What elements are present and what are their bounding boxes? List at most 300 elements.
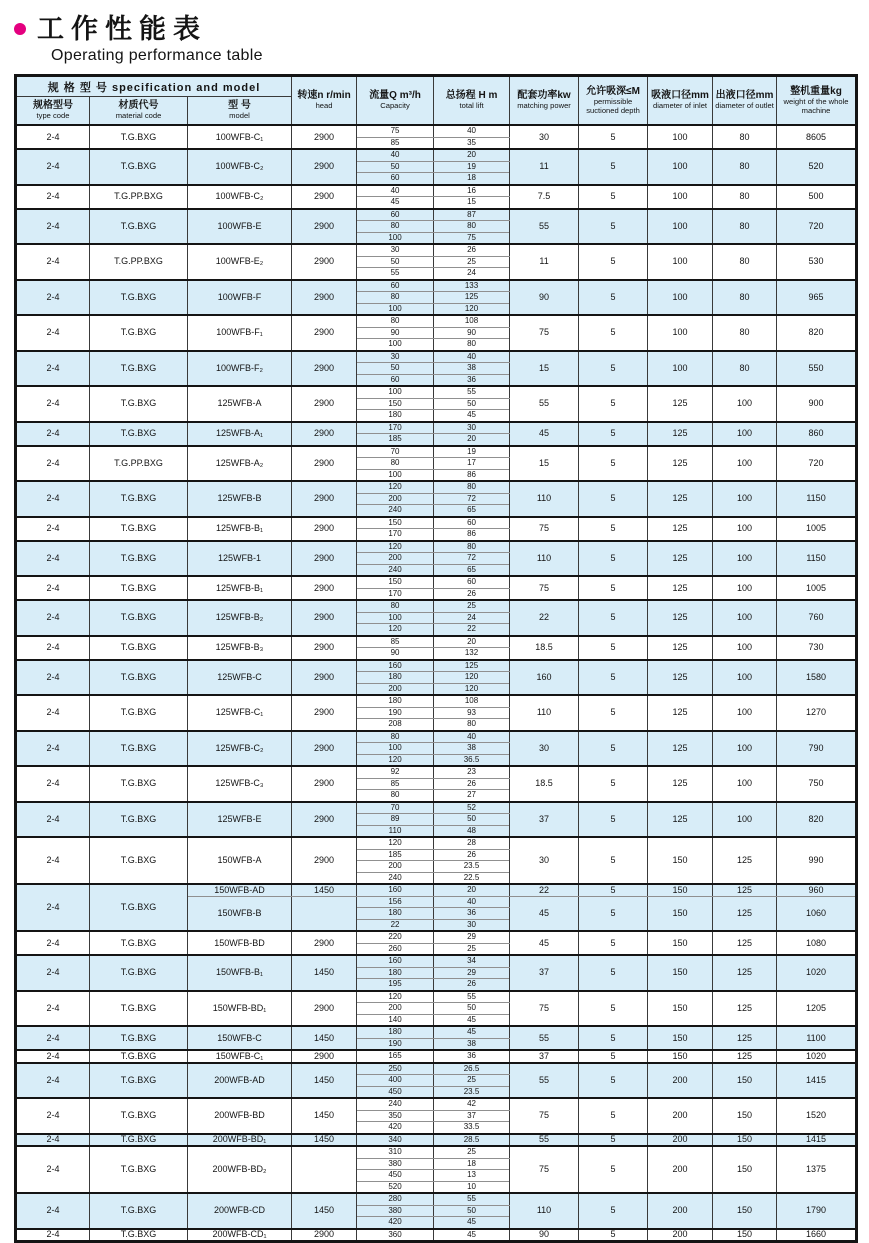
cell-capacity: 60: [357, 280, 434, 292]
cell-capacity: 89: [357, 814, 434, 826]
page-subtitle: Operating performance table: [51, 47, 263, 64]
cell-lift: 45: [434, 1014, 510, 1026]
cell-lift: 38: [434, 363, 510, 375]
cell-capacity: 160: [357, 955, 434, 967]
cell-type-code: 2-4: [16, 1193, 90, 1229]
cell-capacity: 180: [357, 672, 434, 684]
cell-inlet: 150: [648, 991, 713, 1027]
cell-speed: 2900: [292, 185, 357, 209]
cell-weight: 990: [777, 837, 857, 884]
cell-lift: 13: [434, 1170, 510, 1182]
cell-power: 160: [510, 660, 579, 696]
table-row: [16, 351, 857, 363]
cell-lift: 20: [434, 884, 510, 896]
cell-lift: 133: [434, 280, 510, 292]
cell-capacity: 100: [357, 232, 434, 244]
cell-depth: 5: [579, 1229, 648, 1242]
cell-lift: 20: [434, 434, 510, 446]
header-model: 型 号 model: [188, 97, 292, 126]
cell-capacity: 185: [357, 434, 434, 446]
cell-outlet: 80: [713, 280, 777, 316]
cell-outlet: 125: [713, 884, 777, 896]
cell-capacity: 80: [357, 600, 434, 612]
cell-model: 150WFB-BD: [188, 931, 292, 955]
cell-lift: 28: [434, 837, 510, 849]
cell-capacity: 85: [357, 137, 434, 149]
cell-type-code: 2-4: [16, 1146, 90, 1193]
cell-lift: 19: [434, 446, 510, 458]
cell-depth: 5: [579, 541, 648, 577]
cell-weight: 720: [777, 446, 857, 482]
cell-lift: 23.5: [434, 1086, 510, 1098]
bullet-icon: [14, 23, 26, 35]
cell-lift: 24: [434, 612, 510, 624]
cell-speed: 1450: [292, 1134, 357, 1147]
cell-lift: 50: [434, 1205, 510, 1217]
table-row: [16, 955, 857, 967]
cell-material-code: T.G.BXG: [90, 209, 188, 245]
cell-material-code: T.G.BXG: [90, 766, 188, 802]
header-inlet: 吸液口径mm diameter of inlet: [648, 76, 713, 126]
cell-type-code: 2-4: [16, 884, 90, 931]
cell-capacity: 60: [357, 173, 434, 185]
cell-outlet: 125: [713, 931, 777, 955]
cell-model: 150WFB-B₁: [188, 955, 292, 991]
cell-speed: 2900: [292, 149, 357, 185]
cell-outlet: 100: [713, 636, 777, 660]
cell-lift: 65: [434, 505, 510, 517]
table-row: [16, 280, 857, 292]
cell-capacity: 80: [357, 292, 434, 304]
cell-power: 110: [510, 695, 579, 731]
cell-material-code: T.G.BXG: [90, 386, 188, 422]
cell-type-code: 2-4: [16, 766, 90, 802]
cell-lift: 55: [434, 1193, 510, 1205]
cell-power: 22: [510, 600, 579, 636]
header-power: 配套功率kw matching power: [510, 76, 579, 126]
cell-lift: 25: [434, 256, 510, 268]
cell-depth: 5: [579, 209, 648, 245]
cell-model: 125WFB-B₃: [188, 636, 292, 660]
cell-lift: 40: [434, 351, 510, 363]
cell-model: 150WFB-C: [188, 1026, 292, 1050]
table-row: [16, 209, 857, 221]
cell-inlet: 150: [648, 896, 713, 931]
cell-type-code: 2-4: [16, 931, 90, 955]
cell-type-code: 2-4: [16, 280, 90, 316]
cell-type-code: 2-4: [16, 660, 90, 696]
cell-power: 75: [510, 1098, 579, 1134]
cell-inlet: 125: [648, 481, 713, 517]
table-row: [16, 576, 857, 588]
cell-capacity: 22: [357, 919, 434, 931]
cell-power: 18.5: [510, 766, 579, 802]
cell-power: 11: [510, 244, 579, 280]
cell-outlet: 100: [713, 802, 777, 838]
cell-type-code: 2-4: [16, 386, 90, 422]
cell-model: 125WFB-A₁: [188, 422, 292, 446]
cell-material-code: T.G.BXG: [90, 315, 188, 351]
cell-lift: 26: [434, 244, 510, 256]
cell-outlet: 100: [713, 517, 777, 541]
cell-outlet: 125: [713, 837, 777, 884]
cell-type-code: 2-4: [16, 517, 90, 541]
cell-weight: 500: [777, 185, 857, 209]
cell-outlet: 150: [713, 1098, 777, 1134]
cell-type-code: 2-4: [16, 209, 90, 245]
cell-weight: 1005: [777, 576, 857, 600]
table-row: [16, 315, 857, 327]
header-speed: 转速n r/min head: [292, 76, 357, 126]
cell-capacity: 180: [357, 967, 434, 979]
cell-power: 75: [510, 576, 579, 600]
cell-lift: 24: [434, 268, 510, 280]
cell-lift: 20: [434, 636, 510, 648]
cell-weight: 750: [777, 766, 857, 802]
cell-outlet: 125: [713, 1026, 777, 1050]
table-row: [16, 386, 857, 398]
cell-material-code: T.G.BXG: [90, 1050, 188, 1063]
cell-lift: 18: [434, 173, 510, 185]
cell-speed: 2900: [292, 766, 357, 802]
cell-lift: 25: [434, 1075, 510, 1087]
cell-capacity: 120: [357, 481, 434, 493]
cell-type-code: 2-4: [16, 695, 90, 731]
cell-lift: 90: [434, 327, 510, 339]
cell-capacity: 60: [357, 209, 434, 221]
cell-depth: 5: [579, 1193, 648, 1229]
cell-depth: 5: [579, 1063, 648, 1099]
cell-outlet: 100: [713, 422, 777, 446]
cell-outlet: 80: [713, 351, 777, 387]
cell-capacity: 85: [357, 636, 434, 648]
cell-weight: 900: [777, 386, 857, 422]
cell-lift: 86: [434, 469, 510, 481]
table-row: [16, 1026, 857, 1038]
cell-inlet: 150: [648, 1050, 713, 1063]
cell-capacity: 180: [357, 908, 434, 920]
cell-lift: 80: [434, 719, 510, 731]
cell-weight: 520: [777, 149, 857, 185]
cell-power: 30: [510, 731, 579, 767]
cell-power: 55: [510, 209, 579, 245]
cell-capacity: 92: [357, 766, 434, 778]
cell-lift: 27: [434, 790, 510, 802]
cell-power: 30: [510, 125, 579, 149]
cell-speed: 2900: [292, 517, 357, 541]
page-title: 工作性能表: [37, 13, 207, 44]
cell-inlet: 150: [648, 955, 713, 991]
cell-power: 7.5: [510, 185, 579, 209]
cell-capacity: 180: [357, 410, 434, 422]
table-row: [16, 149, 857, 161]
cell-capacity: 195: [357, 979, 434, 991]
cell-model: 200WFB-CD: [188, 1193, 292, 1229]
cell-lift: 29: [434, 967, 510, 979]
table-row: [16, 1063, 857, 1075]
cell-lift: 36: [434, 908, 510, 920]
table-row: [16, 837, 857, 849]
cell-capacity: 100: [357, 386, 434, 398]
cell-inlet: 125: [648, 802, 713, 838]
cell-depth: 5: [579, 351, 648, 387]
cell-capacity: 250: [357, 1063, 434, 1075]
cell-lift: 50: [434, 1003, 510, 1015]
cell-depth: 5: [579, 1050, 648, 1063]
cell-model: 125WFB-C: [188, 660, 292, 696]
cell-weight: 1415: [777, 1063, 857, 1099]
cell-model: 200WFB-BD₁: [188, 1134, 292, 1147]
cell-speed: 2900: [292, 695, 357, 731]
cell-lift: 45: [434, 1217, 510, 1229]
table-row: [16, 991, 857, 1003]
cell-speed: 1450: [292, 1026, 357, 1050]
cell-depth: 5: [579, 280, 648, 316]
cell-outlet: 100: [713, 481, 777, 517]
cell-outlet: 125: [713, 1050, 777, 1063]
cell-inlet: 125: [648, 660, 713, 696]
cell-material-code: T.G.BXG: [90, 731, 188, 767]
cell-power: 30: [510, 837, 579, 884]
cell-lift: 45: [434, 1026, 510, 1038]
table-header: [16, 76, 857, 126]
cell-weight: 1080: [777, 931, 857, 955]
cell-capacity: 110: [357, 825, 434, 837]
cell-lift: 26: [434, 588, 510, 600]
cell-lift: 108: [434, 315, 510, 327]
cell-capacity: 310: [357, 1146, 434, 1158]
cell-lift: 16: [434, 185, 510, 197]
cell-speed: 2900: [292, 315, 357, 351]
cell-model: 100WFB-F₂: [188, 351, 292, 387]
cell-capacity: 520: [357, 1181, 434, 1193]
cell-capacity: 240: [357, 564, 434, 576]
cell-inlet: 150: [648, 931, 713, 955]
cell-power: 110: [510, 1193, 579, 1229]
cell-model: 100WFB-E₂: [188, 244, 292, 280]
cell-lift: 132: [434, 648, 510, 660]
cell-lift: 18: [434, 1158, 510, 1170]
cell-inlet: 100: [648, 185, 713, 209]
cell-material-code: T.G.BXG: [90, 481, 188, 517]
cell-speed: 2900: [292, 636, 357, 660]
cell-type-code: 2-4: [16, 802, 90, 838]
cell-speed: 2900: [292, 481, 357, 517]
cell-outlet: 100: [713, 576, 777, 600]
cell-depth: 5: [579, 884, 648, 896]
cell-lift: 80: [434, 339, 510, 351]
table-row: [16, 422, 857, 434]
cell-capacity: 120: [357, 837, 434, 849]
header-lift: 总扬程 H m total lift: [434, 76, 510, 126]
cell-capacity: 180: [357, 1026, 434, 1038]
cell-capacity: 80: [357, 731, 434, 743]
cell-capacity: 45: [357, 197, 434, 209]
cell-power: 45: [510, 422, 579, 446]
cell-lift: 50: [434, 398, 510, 410]
cell-model: 125WFB-C₁: [188, 695, 292, 731]
cell-model: 150WFB-C₁: [188, 1050, 292, 1063]
cell-material-code: T.G.BXG: [90, 576, 188, 600]
cell-lift: 72: [434, 553, 510, 565]
cell-inlet: 125: [648, 386, 713, 422]
cell-type-code: 2-4: [16, 600, 90, 636]
cell-outlet: 100: [713, 600, 777, 636]
cell-type-code: 2-4: [16, 185, 90, 209]
cell-depth: 5: [579, 1134, 648, 1147]
cell-lift: 26.5: [434, 1063, 510, 1075]
cell-speed: [292, 1146, 357, 1193]
cell-depth: 5: [579, 422, 648, 446]
cell-type-code: 2-4: [16, 991, 90, 1027]
cell-lift: 55: [434, 991, 510, 1003]
cell-material-code: T.G.PP.BXG: [90, 446, 188, 482]
cell-type-code: 2-4: [16, 1050, 90, 1063]
cell-capacity: 80: [357, 790, 434, 802]
cell-capacity: 100: [357, 612, 434, 624]
header-capacity: 流量Q m³/h Capacity: [357, 76, 434, 126]
cell-lift: 25: [434, 943, 510, 955]
cell-lift: 72: [434, 493, 510, 505]
cell-lift: 22: [434, 624, 510, 636]
cell-type-code: 2-4: [16, 149, 90, 185]
cell-speed: 2900: [292, 660, 357, 696]
cell-material-code: T.G.PP.BXG: [90, 244, 188, 280]
cell-weight: 1415: [777, 1134, 857, 1147]
cell-capacity: 90: [357, 648, 434, 660]
cell-weight: 1100: [777, 1026, 857, 1050]
cell-lift: 15: [434, 197, 510, 209]
cell-capacity: 220: [357, 931, 434, 943]
cell-capacity: 190: [357, 707, 434, 719]
cell-capacity: 170: [357, 529, 434, 541]
header-weight: 整机重量kg weight of the whole machine: [777, 76, 857, 126]
cell-lift: 52: [434, 802, 510, 814]
cell-model: 125WFB-E: [188, 802, 292, 838]
cell-speed: 2900: [292, 244, 357, 280]
cell-lift: 40: [434, 896, 510, 908]
cell-outlet: 100: [713, 731, 777, 767]
cell-model: 125WFB-A: [188, 386, 292, 422]
cell-model: 125WFB-C₂: [188, 731, 292, 767]
table-row: [16, 600, 857, 612]
cell-capacity: 80: [357, 458, 434, 470]
cell-power: 15: [510, 446, 579, 482]
cell-capacity: 100: [357, 743, 434, 755]
cell-capacity: 140: [357, 1014, 434, 1026]
cell-speed: 2900: [292, 731, 357, 767]
cell-weight: 965: [777, 280, 857, 316]
cell-model: 150WFB-AD: [188, 884, 292, 896]
cell-capacity: 150: [357, 398, 434, 410]
cell-inlet: 150: [648, 837, 713, 884]
cell-depth: 5: [579, 386, 648, 422]
cell-depth: 5: [579, 244, 648, 280]
cell-depth: 5: [579, 1026, 648, 1050]
table-row: [16, 695, 857, 707]
cell-lift: 23.5: [434, 861, 510, 873]
cell-inlet: 100: [648, 315, 713, 351]
cell-capacity: 420: [357, 1122, 434, 1134]
cell-lift: 22.5: [434, 872, 510, 884]
cell-capacity: 450: [357, 1086, 434, 1098]
cell-power: 37: [510, 955, 579, 991]
cell-weight: 1790: [777, 1193, 857, 1229]
cell-capacity: 55: [357, 268, 434, 280]
cell-power: 75: [510, 315, 579, 351]
cell-type-code: 2-4: [16, 1134, 90, 1147]
cell-speed: 2900: [292, 422, 357, 446]
cell-capacity: 185: [357, 849, 434, 861]
header-depth: 允许吸深≤M permissible suctioned depth: [579, 76, 648, 126]
cell-capacity: 160: [357, 884, 434, 896]
cell-lift: 38: [434, 743, 510, 755]
cell-outlet: 125: [713, 991, 777, 1027]
cell-speed: 2900: [292, 351, 357, 387]
cell-outlet: 80: [713, 185, 777, 209]
cell-outlet: 150: [713, 1146, 777, 1193]
cell-depth: 5: [579, 731, 648, 767]
cell-type-code: 2-4: [16, 837, 90, 884]
cell-lift: 38: [434, 1038, 510, 1050]
cell-type-code: 2-4: [16, 244, 90, 280]
cell-capacity: 160: [357, 660, 434, 672]
cell-weight: 1020: [777, 1050, 857, 1063]
cell-lift: 55: [434, 386, 510, 398]
cell-model: 100WFB-F₁: [188, 315, 292, 351]
cell-speed: 2900: [292, 931, 357, 955]
cell-weight: 720: [777, 209, 857, 245]
cell-lift: 87: [434, 209, 510, 221]
cell-lift: 33.5: [434, 1122, 510, 1134]
cell-capacity: 80: [357, 315, 434, 327]
cell-lift: 26: [434, 778, 510, 790]
cell-power: 15: [510, 351, 579, 387]
cell-material-code: T.G.BXG: [90, 149, 188, 185]
cell-lift: 120: [434, 672, 510, 684]
cell-inlet: 200: [648, 1134, 713, 1147]
cell-depth: 5: [579, 636, 648, 660]
table-row: [16, 1229, 857, 1242]
cell-speed: 2900: [292, 280, 357, 316]
cell-depth: 5: [579, 695, 648, 731]
cell-lift: 35: [434, 137, 510, 149]
cell-speed: 1450: [292, 1193, 357, 1229]
cell-lift: 93: [434, 707, 510, 719]
cell-depth: 5: [579, 896, 648, 931]
cell-capacity: 165: [357, 1050, 434, 1063]
cell-model: 200WFB-BD₂: [188, 1146, 292, 1193]
cell-material-code: T.G.BXG: [90, 636, 188, 660]
cell-speed: 2900: [292, 541, 357, 577]
cell-depth: 5: [579, 955, 648, 991]
cell-power: 110: [510, 541, 579, 577]
table-row: [16, 884, 857, 896]
cell-power: 11: [510, 149, 579, 185]
table-row: [16, 1134, 857, 1147]
cell-material-code: T.G.BXG: [90, 1193, 188, 1229]
table-row: [16, 802, 857, 814]
cell-capacity: 170: [357, 422, 434, 434]
cell-weight: 1205: [777, 991, 857, 1027]
cell-capacity: 60: [357, 374, 434, 386]
cell-speed: 2900: [292, 837, 357, 884]
cell-speed: 1450: [292, 1063, 357, 1099]
cell-type-code: 2-4: [16, 636, 90, 660]
cell-inlet: 200: [648, 1229, 713, 1242]
cell-power: 37: [510, 1050, 579, 1063]
cell-speed: 2900: [292, 1229, 357, 1242]
